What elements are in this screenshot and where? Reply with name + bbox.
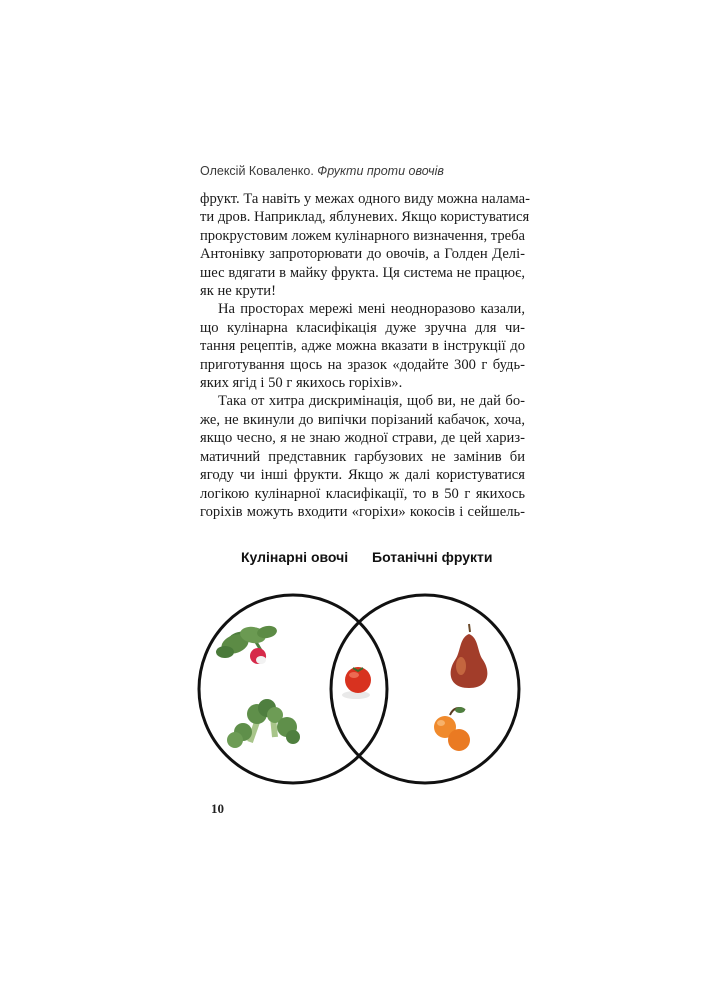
text-line: матичний представник гарбузових не замінив би: [200, 448, 525, 465]
text-line: Така от хитра дискримінація, щоб ви, не дай бо-: [218, 393, 525, 410]
broccoli-icon: [227, 699, 300, 748]
radish-icon: [216, 624, 278, 664]
text-line: На просторах мережі мені неодноразово казали,: [218, 301, 525, 318]
text-line: прокрустовим ложем кулінарного визначення, треба: [200, 227, 525, 244]
venn-diagram: [195, 582, 530, 797]
text-line: фрукт. Та навіть у межах одного виду можна налама-: [200, 191, 530, 207]
text-line: ягоду чи інші фрукти. Якщо ж далі користуватися: [200, 467, 525, 484]
text-line: Антонівку запроторювати до овочів, а Голден Делі-: [200, 246, 525, 263]
text-line: ти дров. Наприклад, яблуневих. Якщо користуватися: [200, 209, 530, 226]
body-text: [200, 190, 530, 521]
text-line: приготування щось на зразок «додайте 300 г будь-: [200, 356, 525, 373]
text-line: логікою кулінарної класифікації, то в 50 г якихось: [200, 485, 525, 502]
running-head-author: Олексій Коваленко.: [200, 164, 314, 178]
venn-left-label: Кулінарні овочі: [241, 549, 349, 565]
running-head-title: Фрукти проти овочів: [317, 164, 444, 178]
apricot-icon: [434, 707, 470, 751]
text-line: же, не вкинули до випічки порізаний кабачок, хоча,: [200, 411, 525, 428]
running-head: [200, 164, 444, 178]
text-line: яких ягід і 50 г якихось горіхів».: [200, 375, 403, 392]
venn-right-label: Ботанічні фрукти: [372, 549, 493, 565]
pear-icon: [451, 624, 488, 688]
tomato-icon: [342, 667, 371, 699]
text-line: як не крути!: [200, 283, 276, 300]
page-number: 10: [211, 801, 224, 816]
text-line: шес вдягати в майку фрукта. Ця система не працює,: [200, 264, 525, 281]
text-line: якщо чесно, я не знаю жодної страви, де цей хариз-: [200, 430, 525, 447]
text-line: що кулінарна класифікація дуже зручна для чи-: [200, 319, 525, 336]
text-line: тання рецептів, адже можна вказати в інструкції до: [200, 338, 525, 355]
text-line: горіхів можуть входити «горіхи» кокосів і сейшель-: [200, 503, 525, 520]
